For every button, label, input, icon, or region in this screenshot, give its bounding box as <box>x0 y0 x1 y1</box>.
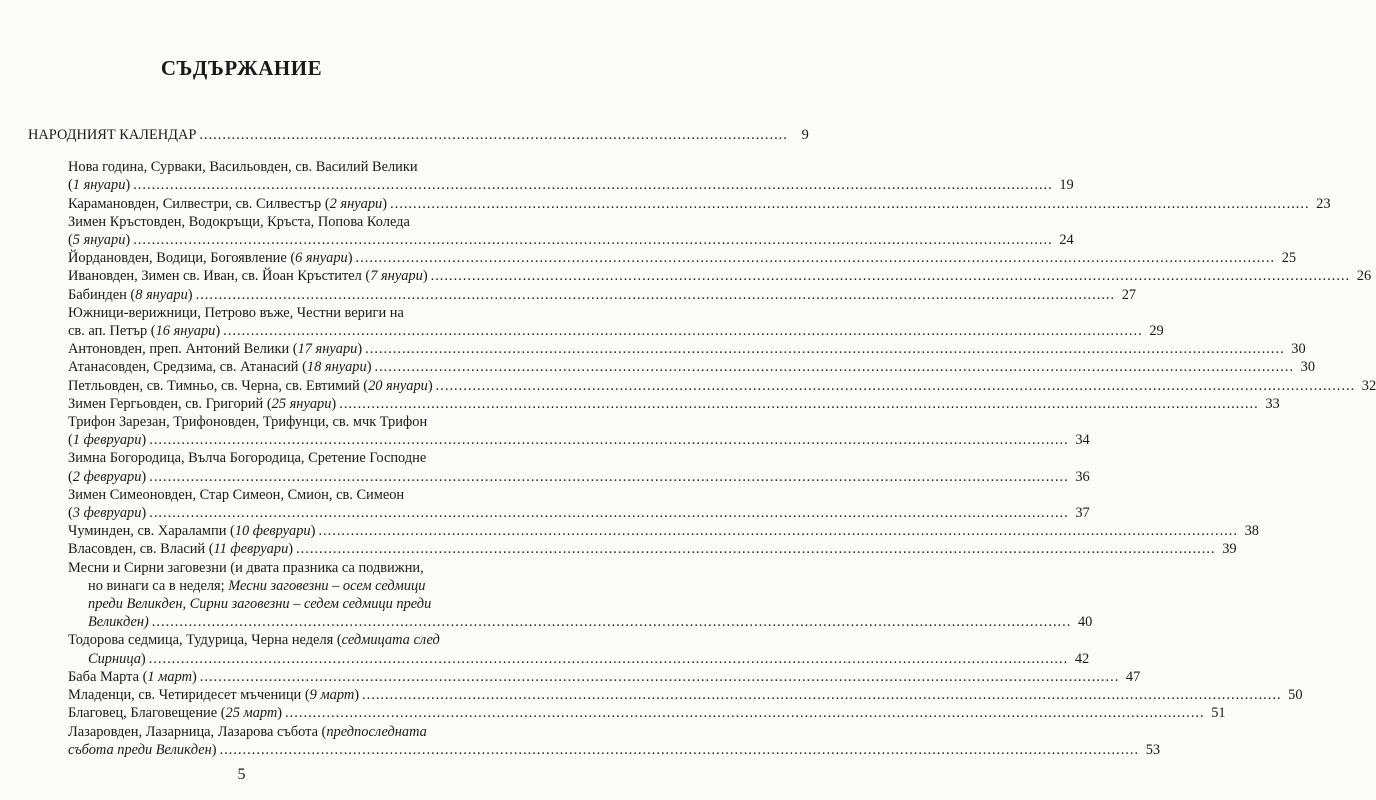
toc-entry-line <box>0 322 1164 340</box>
entry-text-segment: ) <box>187 286 193 303</box>
toc-entry-line <box>0 304 483 322</box>
entry-text-segment: Бабинден ( <box>68 286 136 303</box>
page-number: 36 <box>1075 468 1090 485</box>
toc-entry <box>0 395 1280 413</box>
italic-date-text: 18 януари <box>306 359 367 376</box>
page-number: 32 <box>1361 377 1376 394</box>
toc-entry <box>0 340 1306 358</box>
entry-text <box>68 540 293 558</box>
toc-entry-line <box>0 286 1137 304</box>
italic-date-text: 2 февруари <box>72 468 142 485</box>
entry-text-segment: ) <box>366 359 372 376</box>
entry-text <box>68 414 427 430</box>
leader-dots: ........................................................................................................................................................................................................ <box>355 250 1276 267</box>
toc-entry <box>0 540 1237 558</box>
toc-entry-line <box>0 504 1090 522</box>
entry-text <box>68 468 146 486</box>
toc-entry-line <box>0 650 1090 668</box>
entry-text-segment: Ивановден, Зимен св. Иван, св. Йоан Кръстител ( <box>68 268 371 285</box>
entry-text <box>68 504 146 522</box>
page-number: 51 <box>1211 705 1226 722</box>
toc-entry-line <box>0 522 1259 540</box>
entry-text <box>68 668 197 686</box>
entry-text <box>68 195 387 213</box>
toc-entry <box>0 668 1141 686</box>
italic-date-text: 8 януари <box>135 286 188 303</box>
page-number: 42 <box>1074 650 1090 667</box>
toc-entry-line <box>0 741 1161 759</box>
entry-text-segment: ) <box>277 705 283 722</box>
entry-text <box>68 632 440 648</box>
toc-entry-line <box>0 595 483 613</box>
toc-entry <box>0 704 1226 722</box>
leader-dots: ................................................................................................................................ <box>199 127 788 143</box>
entry-text <box>68 724 427 740</box>
italic-date-text: 17 януари <box>297 341 358 358</box>
italic-date-text: 25 януари <box>271 395 332 412</box>
toc-entry-line <box>0 340 1306 358</box>
entry-text-segment: Месни и Сирни заговезни (и двата празника са подвижни, <box>68 559 424 576</box>
entry-text-segment: Власовден, св. Власий ( <box>68 541 214 558</box>
entry-text-segment: ) <box>191 668 197 685</box>
entry-text-segment: Младенци, св. Четиридесет мъченици ( <box>68 687 310 704</box>
italic-date-text: 11 февруари <box>213 541 289 558</box>
italic-date-text: предпоследната <box>326 723 427 740</box>
toc-entry-line <box>0 358 1316 376</box>
entry-text-segment: ( <box>68 505 73 522</box>
page-number: 29 <box>1149 323 1164 340</box>
toc-entry <box>0 158 1074 194</box>
entry-text <box>68 358 371 376</box>
italic-date-text: 2 януари <box>329 195 383 212</box>
leader-dots: ........................................................................................................................................................................................................ <box>195 286 1116 303</box>
italic-date-text: 3 февруари <box>72 505 142 522</box>
toc-entry-line <box>0 158 483 176</box>
toc-entry <box>0 358 1316 376</box>
entry-text <box>88 596 431 612</box>
italic-date-text: 5 януари <box>72 232 126 249</box>
page-number: 30 <box>1300 359 1316 376</box>
italic-date-text: 9 март <box>309 687 355 704</box>
toc-entry <box>0 249 1297 267</box>
italic-date-text: седмицата след <box>341 632 440 649</box>
toc-entry <box>0 286 1137 304</box>
entry-text-segment: ) <box>125 177 131 194</box>
folio-page-number: 5 <box>237 766 246 783</box>
entry-text <box>88 613 149 631</box>
entry-text-segment: Нова година, Сурваки, Васильовден, св. Василий Велики <box>68 159 418 176</box>
entry-text-segment: Петльовден, св. Тимньо, св. Черна, св. Евтимий ( <box>68 377 369 394</box>
toc-entry-line <box>0 431 1090 449</box>
leader-dots: ........................................................................................................................................................................................................ <box>151 614 1072 631</box>
table-of-contents <box>0 126 1376 759</box>
italic-date-text: 1 февруари <box>72 432 142 449</box>
toc-entry-line <box>0 723 483 741</box>
page-number: 25 <box>1281 250 1297 267</box>
entry-text-segment: ) <box>427 377 433 394</box>
leader-dots: ........................................................................................................................................................................................................ <box>133 177 1053 194</box>
entry-text-segment: Лазаровден, Лазарница, Лазарова събота ( <box>68 723 327 740</box>
page-number: 30 <box>1291 341 1306 358</box>
leader-dots: ........................................................................................................................................................................................................ <box>199 668 1120 685</box>
page-number: 50 <box>1288 687 1303 704</box>
toc-entry-line <box>0 486 483 504</box>
page-number: 24 <box>1059 232 1074 249</box>
entry-text-segment: Йордановден, Водици, Богоявление ( <box>68 250 296 267</box>
toc-entry-line <box>0 249 1297 267</box>
page-number: 19 <box>1059 177 1074 194</box>
page-number: 9 <box>801 127 809 143</box>
entry-text <box>88 578 425 594</box>
toc-entry-line <box>0 686 1303 704</box>
entry-text <box>68 340 362 358</box>
entry-text-segment: ( <box>68 432 73 449</box>
entry-text-segment: ( <box>68 177 73 194</box>
leader-dots: ........................................................................................................................................................................................................ <box>296 541 1216 558</box>
italic-date-text: 16 януари <box>155 323 216 340</box>
entry-text-segment: Карамановден, Силвестри, св. Силвестър ( <box>68 195 330 212</box>
page-number: 38 <box>1244 523 1259 540</box>
page-number: 39 <box>1222 541 1237 558</box>
toc-entry-line <box>0 468 1090 486</box>
entry-text-segment: ) <box>354 687 360 704</box>
entry-text-segment: ) <box>331 395 337 412</box>
toc-entry-line <box>0 449 483 467</box>
toc-entry-line <box>0 395 1280 413</box>
entry-text <box>68 159 418 175</box>
italic-date-text: 7 януари <box>370 268 423 285</box>
entry-text <box>68 377 433 395</box>
entry-text-segment: Баба Марта ( <box>68 668 148 685</box>
toc-entry <box>0 559 1093 632</box>
leader-dots: ........................................................................................................................................................................................................ <box>362 687 1282 704</box>
entry-text-segment: Антоновден, преп. Антоний Велики ( <box>68 341 298 358</box>
toc-entry <box>0 486 1090 522</box>
entry-text-segment: ) <box>382 195 388 212</box>
toc-entry-line <box>0 631 483 649</box>
entry-text <box>68 176 130 194</box>
italic-date-text: 20 януари <box>368 377 428 394</box>
entry-text <box>68 322 220 340</box>
entry-text-segment: Зимен Симеоновден, Стар Симеон, Смион, св. Симеон <box>68 486 405 503</box>
leader-dots: ........................................................................................................................................................................................................ <box>149 432 1069 449</box>
italic-date-text: 6 януари <box>295 250 348 267</box>
italic-date-text: Великден) <box>88 614 149 631</box>
entry-text-segment: ) <box>125 232 131 249</box>
page-number: 47 <box>1125 668 1141 685</box>
toc-entry <box>0 686 1303 704</box>
leader-dots: ........................................................................................................................................................................................................ <box>365 341 1285 358</box>
entry-text <box>68 231 130 249</box>
italic-date-text: Месни заговезни – осем седмици <box>228 577 426 594</box>
italic-date-text: 10 февруари <box>234 523 311 540</box>
toc-entry <box>0 522 1259 540</box>
toc-entry-line <box>0 413 483 431</box>
toc-entry-line <box>0 577 483 595</box>
entry-text <box>68 487 404 503</box>
entry-text-segment: ) <box>357 341 363 358</box>
entry-text <box>68 431 146 449</box>
leader-dots: ........................................................................................................................................................................................................ <box>390 195 1310 212</box>
entry-text <box>68 305 404 321</box>
toc-entry <box>0 267 1372 285</box>
toc-entry <box>0 377 1376 395</box>
toc-entry-line <box>0 176 1074 194</box>
italic-date-text: 25 март <box>225 705 278 722</box>
entry-text <box>68 741 217 759</box>
entry-text <box>88 650 146 668</box>
page-number: 23 <box>1316 195 1331 212</box>
section-title: НАРОДНИЯТ КАЛЕНДАР <box>28 127 197 143</box>
leader-dots: ........................................................................................................................................................................................................ <box>149 505 1069 522</box>
entry-text-segment: Зимен Гергьовден, св. Григорий ( <box>68 395 272 412</box>
toc-entry-line <box>0 704 1226 722</box>
toc-entry-line <box>0 559 483 577</box>
entry-text-segment: ) <box>211 741 217 758</box>
leader-dots: ........................................................................................................................................................................................................ <box>285 705 1205 722</box>
leader-dots: ........................................................................................................................................................................................................ <box>148 650 1069 667</box>
toc-entry <box>0 413 1090 449</box>
entry-text-segment: св. ап. Петър ( <box>68 323 156 340</box>
leader-dots: ........................................................................................................................................................................................................ <box>219 741 1140 758</box>
italic-date-text: 1 март <box>147 668 192 685</box>
entry-text-segment: Трифон Зарезан, Трифоновден, Трифунци, св. мчк Трифон <box>68 414 428 431</box>
entry-text-segment: ) <box>141 505 147 522</box>
page-number: 40 <box>1077 614 1093 631</box>
entry-text-segment: ) <box>347 250 353 267</box>
page-number: 34 <box>1075 432 1090 449</box>
leader-dots: ........................................................................................................................................................................................................ <box>374 359 1295 376</box>
italic-date-text: 1 януари <box>72 177 126 194</box>
entry-text-segment: ) <box>140 650 146 667</box>
toc-entry-line <box>0 213 483 231</box>
entry-text-segment: но винаги са в неделя; <box>88 577 229 594</box>
leader-dots: ........................................................................................................................................................................................................ <box>435 377 1356 394</box>
toc-entry <box>0 723 1161 759</box>
entry-text-segment: Чуминден, св. Харалампи ( <box>68 523 235 540</box>
entry-text-segment: ) <box>141 432 147 449</box>
entry-text-segment: ) <box>215 323 221 340</box>
entry-text <box>68 686 359 704</box>
leader-dots: ........................................................................................................................................................................................................ <box>149 468 1069 485</box>
italic-date-text: преди Великден, Сирни заговезни – седем седмици преди <box>88 596 432 613</box>
leader-dots: ........................................................................................................................................................................................................ <box>223 323 1143 340</box>
entry-text-segment: Тодорова седмица, Тудурица, Черна неделя ( <box>68 632 342 649</box>
entry-text-segment: ) <box>288 541 294 558</box>
entry-text-segment: Благовец, Благовещение ( <box>68 705 226 722</box>
entry-text <box>68 450 426 466</box>
leader-dots: ........................................................................................................................................................................................................ <box>133 232 1053 249</box>
italic-date-text: събота преди Великден <box>68 741 212 758</box>
toc-section-heading <box>0 126 809 144</box>
entry-text-segment: ( <box>68 468 73 485</box>
toc-entry-line <box>0 195 1331 213</box>
entry-text-segment: Зимен Кръстовден, Водокръщи, Кръста, Попова Коледа <box>68 213 410 230</box>
toc-entry-line <box>0 231 1074 249</box>
entry-text-segment: ) <box>422 268 428 285</box>
page-number: 27 <box>1121 286 1137 303</box>
entry-text-segment: ( <box>68 232 73 249</box>
toc-entry-line <box>0 267 1372 285</box>
entry-text <box>68 214 410 230</box>
toc-entry-line <box>0 668 1141 686</box>
entry-text-segment: ) <box>310 523 316 540</box>
entry-text-segment: ) <box>141 468 147 485</box>
toc-entry <box>0 195 1331 213</box>
entry-text <box>68 704 282 722</box>
entry-text <box>68 286 193 304</box>
toc-entry <box>0 304 1164 340</box>
leader-dots: ........................................................................................................................................................................................................ <box>430 268 1351 285</box>
entry-text <box>68 395 336 413</box>
toc-entry-line <box>0 377 1376 395</box>
entry-text <box>68 560 424 576</box>
page-number: 33 <box>1265 395 1280 412</box>
toc-entry <box>0 213 1074 249</box>
page-number: 37 <box>1075 505 1090 522</box>
toc-entry-line <box>0 613 1093 631</box>
page-title: СЪДЪРЖАНИЕ <box>160 56 323 80</box>
entry-text <box>68 522 315 540</box>
entry-text-segment: Атанасовден, Средзима, св. Атанасий ( <box>68 359 307 376</box>
toc-entry <box>0 631 1090 667</box>
leader-dots: ........................................................................................................................................................................................................ <box>318 523 1238 540</box>
page-number: 53 <box>1145 741 1161 758</box>
entry-text-segment: Зимна Богородица, Вълча Богородица, Сретение Господне <box>68 450 427 467</box>
entry-text-segment: Южници-верижници, Петрово въже, Честни вериги на <box>68 304 404 321</box>
entry-text <box>68 267 428 285</box>
leader-dots: ........................................................................................................................................................................................................ <box>339 395 1259 412</box>
toc-entry-line <box>0 540 1237 558</box>
entry-text <box>68 249 353 267</box>
italic-date-text: Сирница <box>88 650 141 667</box>
page-number: 26 <box>1356 268 1372 285</box>
toc-entry <box>0 449 1090 485</box>
